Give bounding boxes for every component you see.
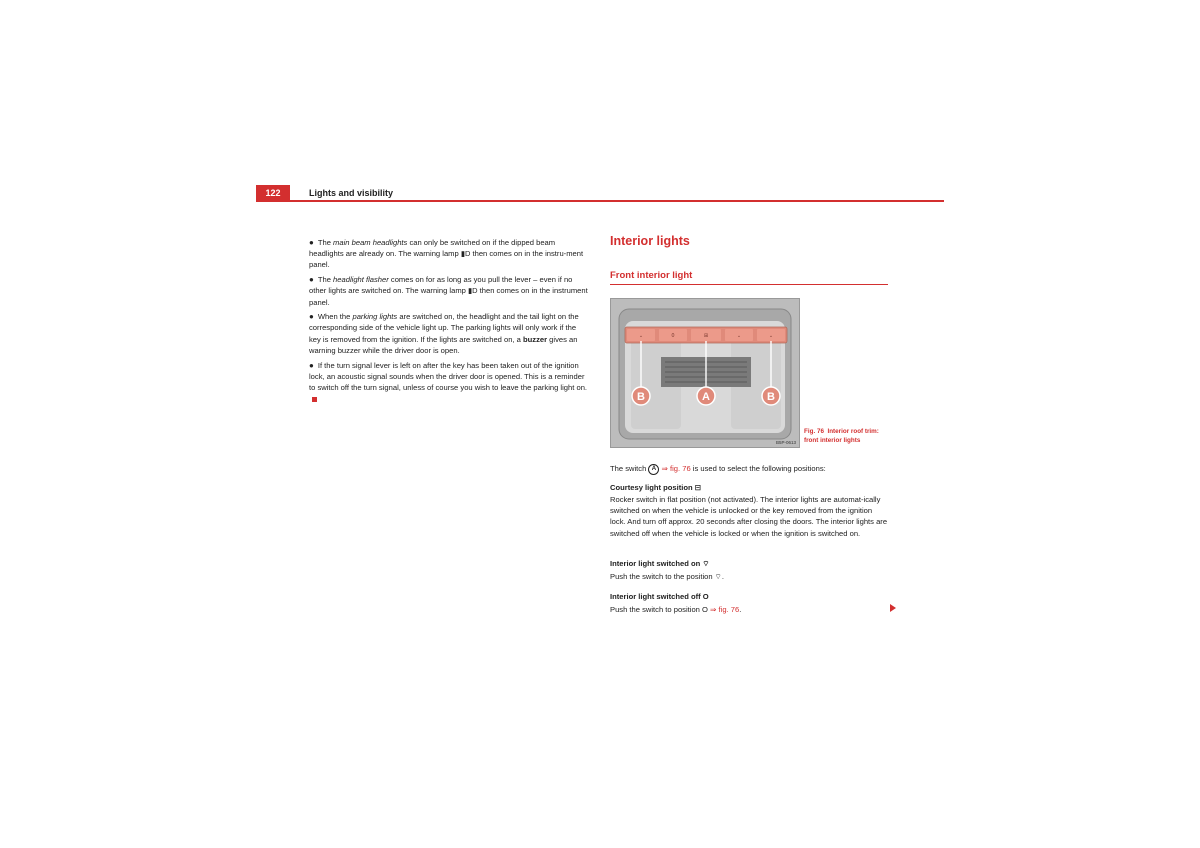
caption-fig-number: Fig. 76	[804, 428, 824, 435]
light-on-heading: Interior light switched on ⌔	[610, 559, 710, 568]
bullet-item	[309, 360, 588, 405]
headlight-lamp-icon: ▮D	[468, 286, 478, 296]
bullet-icon: ●	[309, 360, 314, 370]
bullet-item	[309, 274, 588, 308]
bullet-icon: ●	[309, 238, 314, 247]
bullet-text: are switched on, the headlight and the tail light on the corresponding side of the vehicle light up. The parking lights will only work if the key is removed from the ignition. If the lights are switched on, a	[309, 312, 579, 344]
figure-roof-trim	[610, 298, 800, 448]
running-header: Lights and visibility	[309, 188, 394, 198]
light-off-post: .	[739, 605, 742, 614]
figure-code: B5P-0613	[775, 440, 796, 445]
bullet-icon: ●	[309, 275, 314, 285]
bullet-text: then comes on in the instrument panel.	[309, 286, 588, 307]
light-off-pre: Push the switch to position O	[610, 605, 711, 614]
switch-symbol: ⊞	[703, 333, 709, 339]
light-off-heading: Interior light switched off O	[610, 592, 709, 601]
fig-reference-link-2[interactable]: ⇒ fig. 76	[710, 605, 740, 614]
bullet-text: then comes on in the instru-ment panel.	[309, 249, 584, 270]
switch-symbol: ⌄	[638, 333, 644, 339]
bullet-text: headlight flasher	[333, 275, 389, 285]
end-of-section-icon	[312, 397, 317, 402]
section-title: Interior lights	[610, 234, 690, 248]
switch-intro	[610, 463, 888, 475]
subsection-title: Front interior light	[610, 270, 693, 281]
left-column	[309, 237, 588, 408]
bullet-text: buzzer	[523, 334, 548, 344]
callout-label: B	[637, 391, 645, 403]
headlight-lamp-icon: ▮D	[460, 249, 471, 259]
light-on-text: Push the switch to the position ⌔.	[610, 572, 724, 581]
right-column	[610, 234, 888, 614]
bullet-item	[309, 237, 588, 271]
subsection-rule	[610, 284, 888, 285]
fig-reference-link[interactable]: ⇒ fig. 76	[659, 464, 691, 473]
callout-label: B	[767, 391, 775, 403]
bullet-text: If the turn signal lever is left on after the key has been taken out of the ignition lock, an acoustic signal sounds when the driver door is opened. This is a reminder to switch off the turn signal, unless of course you wish to leave the parking light on.	[309, 360, 588, 392]
switch-symbol: 0	[671, 333, 675, 339]
bullet-text: parking lights	[352, 312, 398, 322]
bullet-item	[309, 311, 588, 356]
light-off-text	[610, 604, 888, 615]
circle-label-a: A	[648, 464, 659, 475]
bullet-text: can only be switched on if the dipped beam headlights are already on. The warning lamp	[309, 238, 556, 259]
bullet-text: The	[317, 275, 334, 285]
courtesy-text: Rocker switch in flat position (not activated). The interior lights are automat-ically switched on when the vehicle is unlocked or the key removed from the ignition lock. And turn off approx. 20 seconds after closing the doors. The interior lights are switched off when the vehicle is locked or when the ignition is switched on.	[610, 495, 888, 538]
figure-caption	[804, 428, 894, 445]
page-number: 122	[256, 185, 290, 201]
header-rule	[256, 200, 944, 202]
bullet-icon: ●	[309, 312, 314, 322]
bullet-text: comes on for as long as you pull the lever – even if no other lights are switched on. The warning lamp	[309, 275, 573, 296]
switch-symbol: ⌄	[768, 333, 774, 339]
bullet-text: When the	[317, 312, 353, 322]
bullet-text: The	[317, 238, 334, 247]
continue-arrow-icon	[890, 604, 896, 612]
bullet-text: gives an warning buzzer while the driver door is open.	[309, 334, 578, 355]
switch-intro-pre: The switch	[610, 464, 649, 473]
courtesy-heading: Courtesy light position ⊟	[610, 483, 702, 492]
switch-symbol: ⌄	[736, 333, 742, 339]
callout-label: A	[702, 391, 710, 403]
caption-text: Interior roof trim: front interior lights	[804, 428, 879, 444]
roof-trim-illustration	[611, 299, 799, 447]
bullet-text: main beam headlights	[333, 238, 408, 247]
switch-intro-post: is used to select the following positions:	[690, 464, 826, 473]
